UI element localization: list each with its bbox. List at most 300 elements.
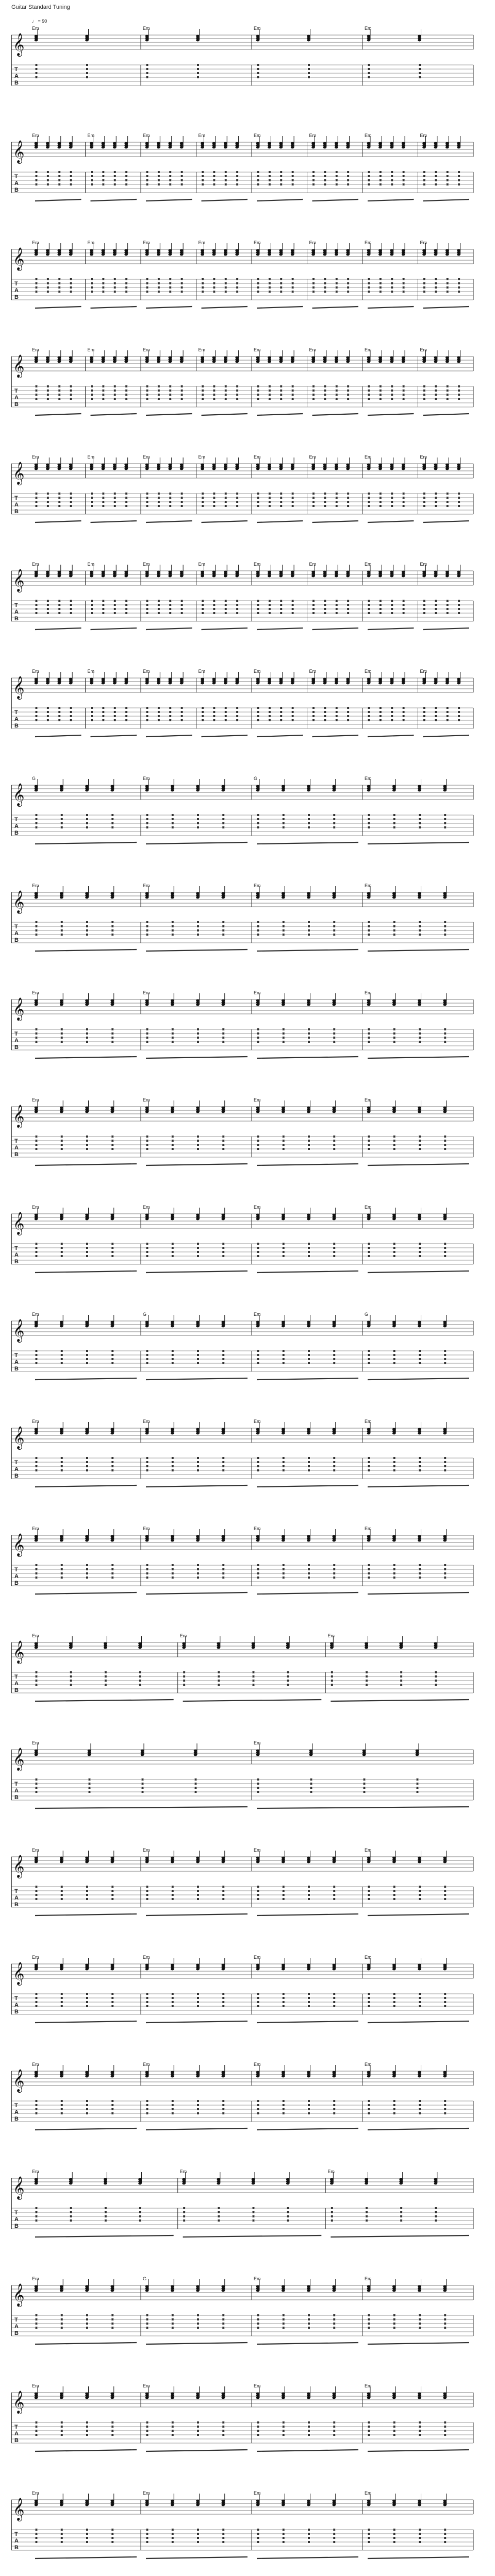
- chord-name: Em: [32, 1419, 39, 1424]
- fret-mark: [36, 1251, 38, 1253]
- fret-mark: [70, 1684, 72, 1686]
- tab-clef-icon: T: [14, 281, 18, 287]
- fret-mark: [89, 1787, 91, 1789]
- notehead: [224, 361, 227, 363]
- fret-mark: [333, 1465, 335, 1467]
- fret-mark: [181, 501, 183, 503]
- notehead: [279, 575, 283, 578]
- fret-mark: [114, 715, 116, 717]
- fret-mark: [444, 826, 446, 828]
- notehead: [35, 789, 38, 792]
- treble-clef-icon: 𝄞: [13, 569, 25, 591]
- notehead: [104, 1647, 107, 1649]
- fret-mark: [225, 497, 227, 499]
- fret-mark: [324, 385, 326, 387]
- fret-mark: [169, 493, 171, 495]
- fret-mark: [86, 925, 88, 927]
- fret-mark: [169, 278, 171, 280]
- fret-mark: [202, 394, 204, 396]
- chord-name: Em: [254, 454, 261, 460]
- tab-clef-icon: B: [14, 1366, 19, 1372]
- fret-mark: [70, 612, 72, 614]
- fret-mark: [86, 1350, 88, 1352]
- fret-mark: [61, 1032, 63, 1035]
- chord-name: Em: [365, 1205, 372, 1210]
- notehead: [60, 1432, 63, 1435]
- notehead: [291, 575, 294, 578]
- fret-mark: [368, 1037, 370, 1039]
- fret-mark: [105, 1675, 107, 1677]
- notehead: [145, 253, 149, 256]
- fret-mark: [213, 179, 215, 181]
- fret-mark: [172, 1032, 174, 1035]
- notehead: [279, 682, 283, 685]
- tab-clef-icon: B: [14, 187, 19, 193]
- fret-mark: [47, 505, 49, 507]
- fret-mark: [169, 282, 171, 284]
- notehead: [35, 361, 38, 363]
- fret-mark: [403, 707, 405, 709]
- fret-mark: [197, 1255, 199, 1257]
- fret-mark: [458, 604, 460, 606]
- chord-name: Em: [143, 26, 150, 31]
- fret-mark: [447, 608, 449, 610]
- fret-mark: [391, 278, 393, 280]
- fret-mark: [47, 715, 49, 717]
- fret-mark: [236, 497, 238, 499]
- fret-mark: [111, 934, 113, 936]
- fret-mark: [36, 1243, 38, 1245]
- fret-mark: [91, 604, 93, 606]
- fret-mark: [403, 398, 405, 400]
- fret-mark: [423, 385, 425, 387]
- fret-mark: [308, 1140, 310, 1142]
- fret-mark: [213, 493, 215, 495]
- notehead: [46, 575, 50, 578]
- fret-mark: [111, 1465, 113, 1467]
- fret-mark: [368, 814, 370, 816]
- rhythm-beam: [35, 1700, 174, 1701]
- fret-mark: [172, 1243, 174, 1245]
- tab-clef-icon: T: [14, 66, 18, 73]
- music-system: [11, 990, 473, 1058]
- music-system: [11, 669, 473, 737]
- treble-clef-icon: 𝄞: [13, 676, 25, 699]
- notehead: [418, 1004, 421, 1006]
- fret-mark: [222, 1465, 224, 1467]
- tab-clef-icon: A: [14, 287, 19, 294]
- fret-mark: [308, 1362, 310, 1364]
- notehead: [330, 1647, 334, 1649]
- fret-mark: [368, 286, 370, 289]
- chord-name: Em: [143, 1526, 150, 1531]
- chord-name: Em: [365, 240, 372, 245]
- fret-mark: [70, 282, 72, 284]
- fret-mark: [102, 282, 104, 284]
- fret-mark: [213, 171, 215, 173]
- chord-name: Em: [32, 454, 39, 460]
- notehead: [390, 682, 393, 685]
- fret-mark: [158, 175, 160, 177]
- treble-clef-icon: 𝄞: [13, 1748, 25, 1770]
- notehead: [69, 682, 73, 685]
- notehead: [256, 146, 260, 149]
- fret-mark: [36, 1568, 38, 1570]
- notehead: [90, 468, 93, 470]
- fret-mark: [146, 921, 148, 923]
- fret-mark: [280, 711, 282, 713]
- rhythm-beam: [91, 307, 137, 308]
- fret-mark: [202, 183, 204, 185]
- chord-name: Em: [32, 990, 39, 995]
- fret-mark: [292, 604, 294, 606]
- tab-clef-icon: A: [14, 1145, 19, 1151]
- fret-mark: [58, 171, 60, 173]
- fret-mark: [312, 286, 315, 289]
- rhythm-beam: [91, 199, 137, 201]
- chord-name: Em: [365, 990, 372, 995]
- notehead: [367, 1432, 371, 1435]
- notehead: [85, 1325, 89, 1328]
- tab-clef-icon: T: [14, 1245, 18, 1251]
- fret-mark: [391, 715, 393, 717]
- fret-mark: [218, 1680, 220, 1682]
- notehead: [69, 575, 73, 578]
- fret-mark: [70, 175, 72, 177]
- rhythm-beam: [35, 1271, 137, 1273]
- fret-mark: [86, 818, 88, 820]
- chord-name: Em: [32, 1097, 39, 1103]
- tab-clef-icon: A: [14, 395, 19, 401]
- fret-mark: [202, 291, 204, 293]
- fret-mark: [86, 1898, 88, 1900]
- fret-mark: [125, 600, 127, 602]
- notehead: [256, 1004, 260, 1006]
- fret-mark: [146, 719, 148, 721]
- fret-mark: [312, 497, 315, 499]
- fret-mark: [292, 179, 294, 181]
- fret-mark: [202, 600, 204, 602]
- tab-clef-icon: A: [14, 1895, 19, 1901]
- fret-mark: [225, 171, 227, 173]
- notehead: [194, 1754, 197, 1756]
- fret-mark: [61, 1465, 63, 1467]
- chord-name: Em: [254, 1097, 261, 1103]
- fret-mark: [222, 1564, 224, 1566]
- fret-mark: [146, 1140, 148, 1142]
- fret-mark: [197, 1362, 199, 1364]
- rhythm-beam: [368, 199, 414, 201]
- fret-mark: [142, 1778, 144, 1781]
- fret-mark: [257, 68, 259, 70]
- fret-mark: [292, 175, 294, 177]
- fret-mark: [419, 929, 421, 931]
- fret-mark: [283, 1358, 285, 1360]
- fret-mark: [58, 711, 60, 713]
- fret-mark: [146, 175, 148, 177]
- notehead: [256, 253, 260, 256]
- tab-clef-icon: B: [14, 1259, 19, 1265]
- notehead: [279, 146, 283, 149]
- fret-mark: [36, 64, 38, 66]
- notehead: [57, 253, 61, 256]
- fret-mark: [202, 612, 204, 614]
- fret-mark: [158, 385, 160, 387]
- fret-mark: [333, 1136, 335, 1138]
- fret-mark: [114, 278, 116, 280]
- rhythm-beam: [257, 1592, 358, 1594]
- fret-mark: [146, 282, 148, 284]
- fret-mark: [368, 76, 370, 78]
- chord-name: Em: [32, 133, 39, 138]
- fret-mark: [58, 385, 60, 387]
- music-system: [11, 1633, 473, 1701]
- notehead: [422, 253, 426, 256]
- fret-mark: [125, 291, 127, 293]
- fret-mark: [391, 385, 393, 387]
- fret-mark: [280, 286, 282, 289]
- fret-mark: [91, 711, 93, 713]
- fret-mark: [368, 826, 370, 828]
- fret-mark: [269, 612, 271, 614]
- fret-mark: [257, 175, 259, 177]
- fret-mark: [36, 921, 38, 923]
- fret-mark: [86, 921, 88, 923]
- rhythm-beam: [331, 1700, 469, 1701]
- notehead: [282, 1111, 285, 1113]
- notehead: [88, 1754, 91, 1756]
- notehead: [85, 896, 89, 899]
- notehead: [434, 1647, 438, 1649]
- notehead: [196, 789, 200, 792]
- fret-mark: [308, 1461, 310, 1463]
- fret-mark: [125, 497, 127, 499]
- fret-mark: [47, 604, 49, 606]
- fret-mark: [308, 822, 310, 824]
- fret-mark: [197, 826, 199, 828]
- fret-mark: [423, 612, 425, 614]
- treble-clef-icon: 𝄞: [13, 354, 25, 377]
- fret-mark: [218, 1671, 220, 1673]
- fret-mark: [435, 1675, 437, 1677]
- fret-mark: [70, 398, 72, 400]
- fret-mark: [36, 1890, 38, 1892]
- fret-mark: [458, 505, 460, 507]
- fret-mark: [331, 1671, 333, 1673]
- music-system: [11, 454, 473, 522]
- chord-name: Em: [365, 26, 372, 31]
- fret-mark: [403, 286, 405, 289]
- fret-mark: [36, 600, 38, 602]
- notehead: [307, 39, 310, 42]
- fret-mark: [380, 291, 382, 293]
- fret-mark: [336, 600, 338, 602]
- fret-mark: [102, 604, 104, 606]
- fret-mark: [312, 183, 315, 185]
- fret-mark: [197, 818, 199, 820]
- fret-mark: [257, 282, 259, 284]
- fret-mark: [280, 394, 282, 396]
- fret-mark: [61, 826, 63, 828]
- notehead: [392, 1539, 396, 1542]
- fret-mark: [146, 505, 148, 507]
- fret-mark: [86, 1251, 88, 1253]
- rhythm-beam: [423, 307, 470, 308]
- tab-clef-icon: B: [14, 937, 19, 943]
- fret-mark: [257, 921, 259, 923]
- notehead: [367, 361, 371, 363]
- fret-mark: [169, 291, 171, 293]
- fret-mark: [324, 707, 326, 709]
- fret-mark: [202, 278, 204, 280]
- fret-mark: [368, 398, 370, 400]
- notehead: [443, 1004, 447, 1006]
- fret-mark: [347, 711, 349, 713]
- fret-mark: [280, 505, 282, 507]
- fret-mark: [253, 1675, 255, 1677]
- fret-mark: [403, 394, 405, 396]
- fret-mark: [380, 175, 382, 177]
- notehead: [145, 789, 149, 792]
- tab-clef-icon: T: [14, 817, 18, 823]
- fret-mark: [308, 76, 310, 78]
- fret-mark: [172, 1362, 174, 1364]
- notehead: [282, 1325, 285, 1328]
- fret-mark: [435, 600, 437, 602]
- fret-mark: [269, 497, 271, 499]
- notehead: [201, 146, 204, 149]
- fret-mark: [86, 1577, 88, 1579]
- fret-mark: [36, 1457, 38, 1459]
- fret-mark: [158, 394, 160, 396]
- notehead: [367, 253, 371, 256]
- notehead: [60, 1861, 63, 1863]
- fret-mark: [70, 286, 72, 289]
- chord-name: Em: [87, 669, 94, 674]
- fret-mark: [292, 286, 294, 289]
- fret-mark: [419, 1564, 421, 1566]
- fret-mark: [197, 1041, 199, 1043]
- fret-mark: [308, 64, 310, 66]
- music-system: [11, 1848, 473, 1916]
- fret-mark: [447, 711, 449, 713]
- fret-mark: [47, 497, 49, 499]
- fret-mark: [280, 389, 282, 392]
- fret-mark: [181, 385, 183, 387]
- chord-name: G: [254, 776, 258, 781]
- fret-mark: [172, 1568, 174, 1570]
- fret-mark: [324, 711, 326, 713]
- fret-mark: [312, 715, 315, 717]
- fret-mark: [169, 604, 171, 606]
- music-system: [11, 347, 473, 415]
- fret-mark: [236, 282, 238, 284]
- notehead: [35, 253, 38, 256]
- fret-mark: [61, 934, 63, 936]
- fret-mark: [183, 1684, 185, 1686]
- fret-mark: [146, 1362, 148, 1364]
- fret-mark: [447, 398, 449, 400]
- fret-mark: [269, 501, 271, 503]
- fret-mark: [347, 183, 349, 185]
- fret-mark: [213, 715, 215, 717]
- fret-mark: [222, 925, 224, 927]
- fret-mark: [336, 398, 338, 400]
- fret-mark: [283, 1577, 285, 1579]
- fret-mark: [368, 1358, 370, 1360]
- fret-mark: [36, 707, 38, 709]
- notehead: [85, 1004, 89, 1006]
- fret-mark: [61, 818, 63, 820]
- fret-mark: [197, 1243, 199, 1245]
- fret-mark: [347, 282, 349, 284]
- fret-mark: [380, 179, 382, 181]
- fret-mark: [419, 1568, 421, 1570]
- fret-mark: [86, 1136, 88, 1138]
- fret-mark: [458, 291, 460, 293]
- fret-mark: [172, 1144, 174, 1146]
- fret-mark: [86, 1469, 88, 1471]
- fret-mark: [86, 1568, 88, 1570]
- fret-mark: [114, 179, 116, 181]
- fret-mark: [36, 822, 38, 824]
- fret-mark: [36, 171, 38, 173]
- fret-mark: [111, 1136, 113, 1138]
- notehead: [399, 1647, 403, 1649]
- fret-mark: [368, 72, 370, 74]
- fret-mark: [172, 1148, 174, 1150]
- fret-mark: [368, 1144, 370, 1146]
- music-system: [11, 776, 473, 844]
- notehead: [418, 896, 421, 899]
- fret-mark: [158, 282, 160, 284]
- notehead: [157, 146, 160, 149]
- fret-mark: [336, 389, 338, 392]
- notehead: [307, 1325, 310, 1328]
- fret-mark: [111, 1354, 113, 1356]
- fret-mark: [36, 1886, 38, 1888]
- fret-mark: [36, 1032, 38, 1035]
- fret-mark: [419, 1461, 421, 1463]
- rhythm-beam: [368, 1378, 469, 1380]
- fret-mark: [423, 493, 425, 495]
- fret-mark: [283, 814, 285, 816]
- fret-mark: [400, 1675, 402, 1677]
- fret-mark: [292, 707, 294, 709]
- fret-mark: [393, 1465, 395, 1467]
- fret-mark: [333, 1358, 335, 1360]
- notehead: [402, 146, 405, 149]
- fret-mark: [146, 72, 148, 74]
- notehead: [457, 575, 460, 578]
- notehead: [392, 789, 396, 792]
- notehead: [309, 1754, 313, 1756]
- fret-mark: [146, 711, 148, 713]
- notehead: [256, 896, 260, 899]
- fret-mark: [310, 1778, 312, 1781]
- notehead: [69, 468, 73, 470]
- fret-mark: [368, 497, 370, 499]
- fret-mark: [419, 1572, 421, 1574]
- notehead: [323, 361, 327, 363]
- fret-mark: [308, 1255, 310, 1257]
- fret-mark: [158, 278, 160, 280]
- tab-clef-icon: T: [14, 495, 18, 501]
- fret-mark: [58, 398, 60, 400]
- notehead: [180, 682, 184, 685]
- fret-mark: [447, 719, 449, 721]
- fret-mark: [146, 818, 148, 820]
